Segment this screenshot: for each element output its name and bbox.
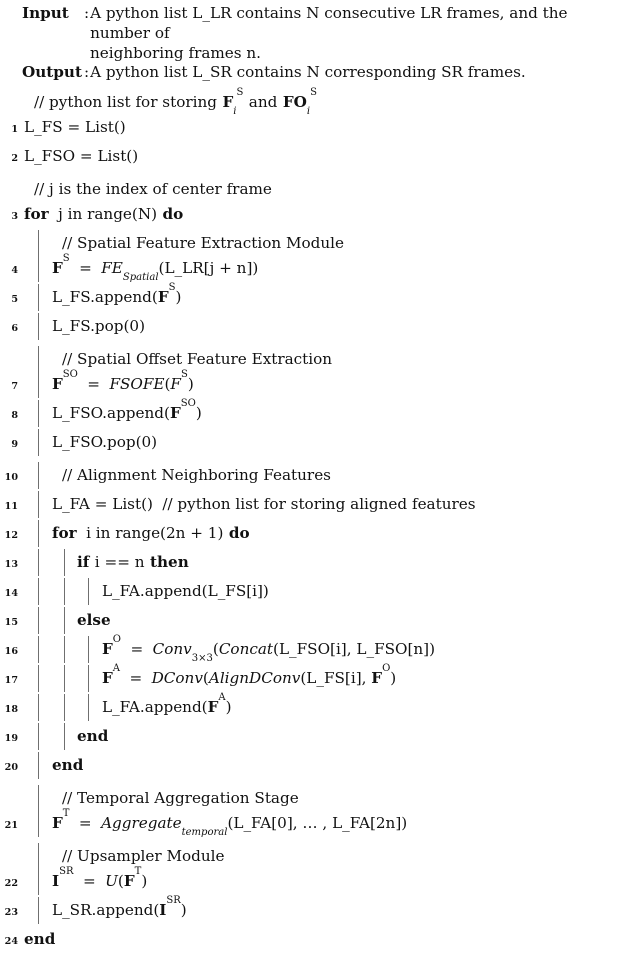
loop-expression: i in range(2n + 1) — [86, 524, 224, 542]
comment-text: // Alignment Neighboring Features — [62, 466, 331, 484]
indent-rule-level-3 — [88, 636, 89, 663]
code-line — [0, 895, 634, 927]
symbol-F: F — [371, 669, 383, 687]
code-line-for-outer — [0, 202, 634, 231]
indent-rule-level-1 — [38, 723, 39, 750]
line-number: 13 — [4, 559, 18, 570]
symbol-F: F — [102, 640, 113, 658]
line-number: 15 — [4, 617, 18, 628]
keyword-end: end — [77, 727, 109, 745]
keyword-for: for — [52, 524, 77, 542]
equals: = — [129, 669, 143, 687]
code-cell — [22, 430, 634, 455]
indent-rule-level-1 — [38, 400, 39, 427]
line-number: 5 — [11, 294, 18, 305]
code-line-for-inner — [0, 521, 634, 550]
comment-text: // j is the index of center frame — [34, 180, 272, 198]
symbol-sup-T: T — [134, 866, 142, 878]
symbol-F: F — [52, 259, 63, 277]
paren-open: ( — [212, 640, 219, 658]
code-cell — [22, 663, 634, 691]
indent-rule-level-1 — [38, 694, 39, 721]
function-upsampler: U — [105, 872, 118, 890]
code-cell — [22, 144, 634, 169]
inline-comment: // python list for storing aligned features — [162, 495, 476, 513]
code-cell — [22, 608, 634, 633]
indent-rule-level-3 — [88, 694, 89, 721]
indent-rule-level-1 — [38, 313, 39, 340]
conv-subscript: 3×3 — [191, 652, 213, 664]
function-subscript: Spatial — [122, 271, 159, 283]
comment-line — [0, 87, 634, 117]
symbol-I: I — [159, 901, 167, 919]
statement: L_FA = List() — [52, 495, 153, 513]
function-dconv: DConv — [151, 669, 203, 687]
symbol-F: F — [52, 375, 63, 393]
comment-line — [0, 347, 634, 372]
keyword-then: then — [150, 553, 189, 571]
code-cell — [22, 579, 634, 604]
symbol-F: F — [102, 669, 113, 687]
code-cell — [22, 231, 634, 256]
equals: = — [78, 814, 92, 832]
algorithm-header — [0, 4, 634, 83]
indent-rule-level-1 — [38, 578, 39, 605]
symbol-sup-SO: SO — [180, 398, 196, 410]
indent-rules — [22, 753, 634, 778]
call-suffix: ) — [225, 698, 232, 716]
function-name: FE — [101, 259, 123, 277]
call-prefix: L_SR.append( — [52, 901, 160, 919]
indent-rule-level-2 — [64, 549, 65, 576]
code-line — [0, 579, 634, 608]
code-cell — [22, 634, 634, 664]
keyword-do: do — [228, 524, 250, 542]
function-args-prefix: (L_FS[i], — [300, 669, 372, 687]
indent-rule-level-2 — [64, 636, 65, 663]
call-suffix: ) — [195, 404, 202, 422]
indent-rule-level-1 — [38, 520, 39, 547]
line-number: 20 — [4, 762, 18, 773]
condition: i == n — [94, 553, 145, 571]
indent-rule-level-2 — [64, 665, 65, 692]
statement: L_FSO.pop(0) — [52, 433, 158, 451]
symbol-sub-i: i — [306, 105, 311, 117]
keyword-do: do — [162, 205, 184, 223]
indent-rule-level-1 — [38, 346, 39, 373]
code-cell — [22, 398, 634, 426]
keyword-end: end — [52, 756, 84, 774]
input-row — [22, 4, 626, 44]
function-args: (L_FA[0], … , L_FA[2n]) — [227, 814, 408, 832]
indent-rules — [22, 724, 634, 749]
paren-open: ( — [164, 375, 171, 393]
line-number: 24 — [4, 936, 18, 947]
indent-rule-level-1 — [38, 752, 39, 779]
code-cell — [22, 550, 634, 575]
indent-rule-level-1 — [38, 230, 39, 257]
indent-rule-level-2 — [64, 694, 65, 721]
line-number: 18 — [4, 704, 18, 715]
indent-rule-level-1 — [38, 868, 39, 895]
code-cell — [22, 87, 634, 117]
call-prefix: L_FSO.append( — [52, 404, 170, 422]
call-suffix: ) — [180, 901, 187, 919]
code-cell — [22, 521, 634, 546]
indent-rule-level-1 — [38, 665, 39, 692]
indent-rules — [22, 608, 634, 633]
line-number: 1 — [11, 124, 18, 135]
indent-rule-level-1 — [38, 810, 39, 837]
code-line — [0, 314, 634, 343]
symbol-sub-i: i — [233, 105, 237, 117]
symbol-sup-SR: SR — [59, 866, 74, 878]
code-cell — [22, 927, 634, 952]
symbol-sup-T: T — [62, 808, 70, 820]
code-line — [0, 492, 634, 521]
code-cell — [22, 347, 634, 372]
loop-expression: j in range(N) — [58, 205, 158, 223]
indent-rule-level-2 — [64, 607, 65, 634]
code-line — [0, 253, 634, 285]
code-line — [0, 634, 634, 666]
comment-text: // Spatial Feature Extraction Module — [62, 234, 344, 252]
input-text-continuation: neighboring frames n. — [90, 43, 262, 62]
code-cell — [22, 282, 634, 310]
code-cell — [22, 492, 634, 517]
equals: = — [79, 259, 92, 277]
line-number: 12 — [4, 530, 18, 541]
paren-close: ) — [187, 375, 194, 393]
code-cell — [22, 314, 634, 339]
function-name: FSOFE — [109, 375, 165, 393]
symbol-F: F — [157, 288, 169, 306]
code-line — [0, 866, 634, 898]
code-line — [0, 282, 634, 314]
comment-line — [0, 844, 634, 869]
input-label: Input — [22, 4, 69, 22]
code-cell — [22, 753, 634, 778]
paren-open: ( — [117, 872, 124, 890]
indent-rule-level-1 — [38, 491, 39, 518]
code-cell — [22, 202, 634, 227]
code-line — [0, 144, 634, 173]
paren-open: ( — [202, 669, 209, 687]
code-line — [0, 692, 634, 724]
code-line — [0, 430, 634, 459]
code-line — [0, 398, 634, 430]
equals: = — [82, 872, 96, 890]
indent-rule-level-1 — [38, 843, 39, 870]
output-colon: : — [84, 63, 90, 82]
symbol-sup-SR: SR — [166, 895, 181, 907]
function-args: (L_FSO[i], L_FSO[n]) — [273, 640, 436, 658]
symbol-sup-S: S — [310, 87, 317, 99]
symbol-sup-S: S — [180, 369, 188, 381]
code-line — [0, 369, 634, 401]
symbol-sup-O: O — [112, 634, 122, 646]
statement: L_FS.pop(0) — [52, 317, 146, 335]
code-line — [0, 115, 634, 144]
comment-conjunction: and — [248, 93, 278, 111]
code-cell — [22, 369, 634, 397]
code-line-end — [0, 753, 634, 782]
output-text: A python list L_SR contains N corresponding SR frames. — [90, 63, 526, 82]
code-cell — [22, 724, 634, 749]
comment-text: // Temporal Aggregation Stage — [62, 789, 299, 807]
symbol-sup-S: S — [168, 282, 176, 294]
symbol-sup-SO: SO — [62, 369, 78, 381]
function-concat: Concat — [218, 640, 274, 658]
code-cell — [22, 463, 634, 488]
function-subscript: temporal — [181, 826, 228, 838]
symbol-sup-A: A — [218, 692, 226, 704]
code-cell — [22, 895, 634, 923]
code-cell — [22, 253, 634, 283]
output-row — [22, 63, 626, 83]
indent-rule-level-1 — [38, 462, 39, 489]
line-number: 3 — [11, 211, 18, 222]
indent-rule-level-1 — [38, 636, 39, 663]
line-number: 23 — [4, 907, 18, 918]
statement: L_FS = List() — [24, 118, 126, 136]
indent-rule-level-1 — [38, 785, 39, 812]
comment-text: // Upsampler Module — [62, 847, 225, 865]
code-line-if — [0, 550, 634, 579]
line-number: 10 — [4, 472, 18, 483]
line-number: 6 — [11, 323, 18, 334]
symbol-F: F — [207, 698, 219, 716]
keyword-else: else — [77, 611, 111, 629]
symbol-I: I — [52, 872, 60, 890]
comment-line — [0, 786, 634, 811]
comment-line — [0, 177, 634, 202]
call-prefix: L_FA.append( — [102, 698, 208, 716]
line-number: 4 — [11, 265, 18, 276]
input-colon: : — [84, 4, 90, 22]
algorithm-body — [0, 87, 634, 956]
function-aggregate: Aggregate — [101, 814, 182, 832]
symbol-F: F — [222, 93, 234, 111]
call-suffix: ) — [175, 288, 182, 306]
line-number: 16 — [4, 646, 18, 657]
indent-rule-level-1 — [38, 607, 39, 634]
code-cell — [22, 844, 634, 869]
symbol-F: F — [123, 872, 135, 890]
line-number: 17 — [4, 675, 18, 686]
statement: L_FSO = List() — [24, 147, 139, 165]
statement: L_FA.append(L_FS[i]) — [102, 582, 269, 600]
symbol-sup-S: S — [62, 253, 70, 265]
comment-text: // Spatial Offset Feature Extraction — [62, 350, 333, 368]
indent-rule-level-1 — [38, 429, 39, 456]
code-cell — [22, 786, 634, 811]
keyword-if: if — [77, 553, 90, 571]
code-cell — [22, 115, 634, 140]
function-args: (L_LR[j + n]) — [158, 259, 259, 277]
code-cell — [22, 808, 634, 838]
indent-rule-level-1 — [38, 255, 39, 282]
line-number: 21 — [4, 820, 18, 831]
indent-rule-level-1 — [38, 371, 39, 398]
indent-rule-level-2 — [64, 723, 65, 750]
paren-close: ) — [141, 872, 148, 890]
symbol-F: F — [52, 814, 63, 832]
symbol-sup-S: S — [236, 87, 244, 99]
symbol-sup-O: O — [382, 663, 391, 675]
indent-rule-level-1 — [38, 549, 39, 576]
symbol-FO: FO — [282, 93, 307, 111]
indent-rule-level-1 — [38, 284, 39, 311]
line-number: 9 — [11, 439, 18, 450]
call-prefix: L_FS.append( — [52, 288, 158, 306]
code-cell — [22, 866, 634, 894]
equals: = — [87, 375, 101, 393]
keyword-for: for — [24, 205, 49, 223]
line-number: 11 — [4, 501, 18, 512]
indent-rule-level-3 — [88, 665, 89, 692]
code-line-else — [0, 608, 634, 637]
keyword-end: end — [24, 930, 56, 948]
code-line — [0, 808, 634, 840]
comment-line — [0, 231, 634, 256]
code-line-end — [0, 927, 634, 956]
line-number: 2 — [11, 153, 18, 164]
line-number: 19 — [4, 733, 18, 744]
code-line — [0, 663, 634, 695]
indent-rule-level-3 — [88, 578, 89, 605]
line-number: 7 — [11, 381, 18, 392]
output-label: Output — [22, 63, 82, 82]
code-line-end — [0, 724, 634, 753]
symbol-F: F — [169, 404, 181, 422]
equals: = — [130, 640, 144, 658]
indent-rule-level-1 — [38, 897, 39, 924]
function-args-suffix: ) — [390, 669, 397, 687]
line-number: 14 — [4, 588, 18, 599]
symbol-F: F — [170, 375, 181, 393]
comment-text: // python list for storing — [34, 93, 217, 111]
function-aligndconv: AlignDConv — [208, 669, 301, 687]
indent-rule-level-2 — [64, 578, 65, 605]
code-cell — [22, 692, 634, 720]
input-text: A python list L_LR contains N consecutive LR frames, and the number of — [90, 4, 568, 42]
symbol-sup-A: A — [112, 663, 121, 675]
code-cell — [22, 177, 634, 202]
line-number: 8 — [11, 410, 18, 421]
comment-line-numbered — [0, 463, 634, 492]
line-number: 22 — [4, 878, 18, 889]
function-conv: Conv — [152, 640, 192, 658]
